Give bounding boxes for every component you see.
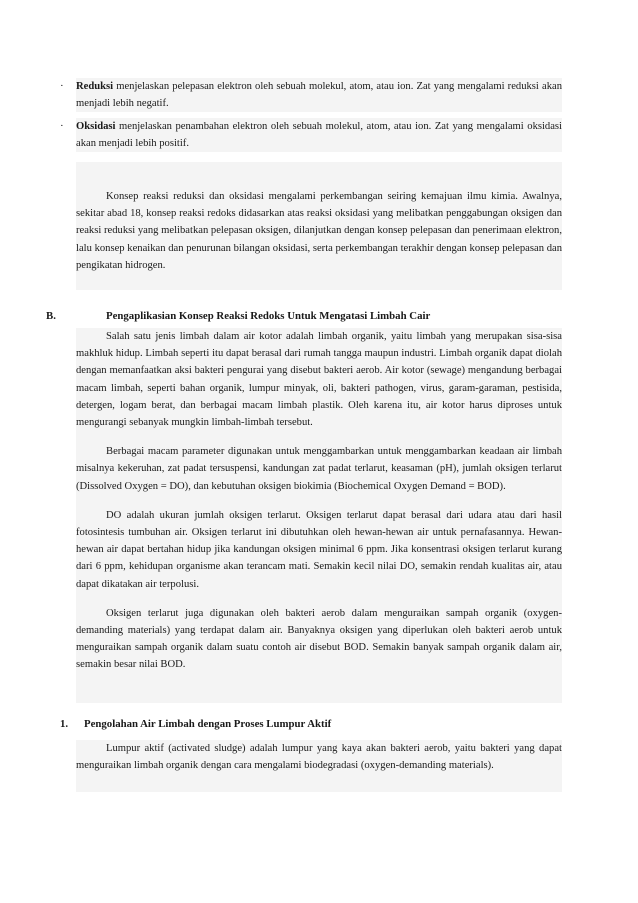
bullet-text: [76, 118, 562, 152]
section-b-paragraph-1: Salah satu jenis limbah dalam air kotor adalah limbah organik, yaitu limbah yang merupakan sisa-sisa makhluk hidup. Limbah seperti itu dapat berasal dari rumah tangga maupun industri. Limbah organik dapat diolah dengan memanfaatkan aksi bakteri pengurai yang disebut bakteri aerob. Air kotor (sewage) mengandung berbagai macam limbah, seperti bahan organik, lumpur minyak, oli, bakteri pathogen, virus, garam-garaman, pestisida, detergen, logam berat, dan berbagai macam limbah plastik. Oleh karena itu, air kotor harus diproses untuk mengurangi sebanyak mungkin limbah-limbah tersebut.: [76, 331, 562, 429]
term-reduksi: Reduksi: [76, 81, 114, 92]
definition-oksidasi: menjelaskan penambahan elektron oleh sebuah molekul, atom, atau ion. Zat yang mengalami oksidasi akan menjadi lebih positif.: [76, 121, 562, 150]
subsection-1-body: [76, 740, 562, 792]
bullet-mark: ·: [60, 120, 64, 132]
intro-paragraph: Konsep reaksi reduksi dan oksidasi mengalami perkembangan seiring kemajuan ilmu kimia. Awalnya, sekitar abad 18, konsep reaksi redoks didasarkan atas reaksi oksidasi yang melibatkan penggabungan oksigen dan reaksi reduksi yang melibatkan pelepasan oksigen, dilanjutkan dengan konsep pelepasan dan penerimaan elektron, lalu konsep kenaikan dan penurunan bilangan oksidasi, serta perkembangan terakhir dengan konsep pelepasan dan pengikatan hidrogen.: [76, 191, 562, 271]
subsection-1-title: Pengolahan Air Limbah dengan Proses Lumpur Aktif: [84, 718, 332, 730]
section-b-paragraph-4: Oksigen terlarut juga digunakan oleh bakteri aerob dalam menguraikan sampah organik (oxygen-demanding materials) yang terdapat dalam air. Banyaknya oksigen yang diperlukan oleh bakteri aerob untuk menguraikan sampah organik dalam suatu contoh air disebut BOD. Semakin banyak sampah organik dalam air, semakin besar nilai BOD.: [76, 607, 562, 671]
section-b-paragraph-3: DO adalah ukuran jumlah oksigen terlarut. Oksigen terlarut dapat berasal dari udara atau dari hasil fotosintesis tumbuhan air. Oksigen terlarut ini dibutuhkan oleh hewan-hewan air untuk pernafasannya. Hewan-hewan air dapat bertahan hidup jika kandungan oksigen minimal 6 ppm. Jika konsentrasi oksigen terlarut kurang dari 6 ppm, kehidupan organisme akan terancam mati. Semakin kecil nilai DO, semakin rendah kualitas air, atau dapat dikatakan air terpolusi.: [76, 509, 562, 590]
bullet-text: [76, 78, 562, 112]
section-b-title: Pengaplikasian Konsep Reaksi Redoks Untuk Mengatasi Limbah Cair: [106, 310, 431, 322]
subsection-1-label: 1.: [60, 718, 69, 730]
definition-reduksi: menjelaskan pelepasan elektron oleh sebuah molekul, atom, atau ion. Zat yang mengalami reduksi akan menjadi lebih negatif.: [76, 81, 562, 110]
bullet-mark: ·: [60, 80, 64, 92]
section-b-paragraph-2: Berbagai macam parameter digunakan untuk menggambarkan untuk menggambarkan keadaan air limbah misalnya kekeruhan, zat padat tersuspensi, kandungan zat padat terlarut, keasaman (pH), jumlah oksigen terlarut (Dissolved Oxygen = DO), dan kebutuhan oksigen biokimia (Biochemical Oxygen Demand = BOD).: [76, 446, 562, 492]
intro-block: [76, 162, 562, 290]
section-b-body: [76, 328, 562, 703]
term-oksidasi: Oksidasi: [76, 121, 116, 132]
subsection-1-paragraph: Lumpur aktif (activated sludge) adalah lumpur yang kaya akan bakteri aerob, yaitu bakteri yang dapat menguraikan limbah organik dengan cara mengalami biodegradasi (oxygen-demanding materials).: [76, 743, 562, 772]
section-b-label: B.: [46, 310, 56, 322]
